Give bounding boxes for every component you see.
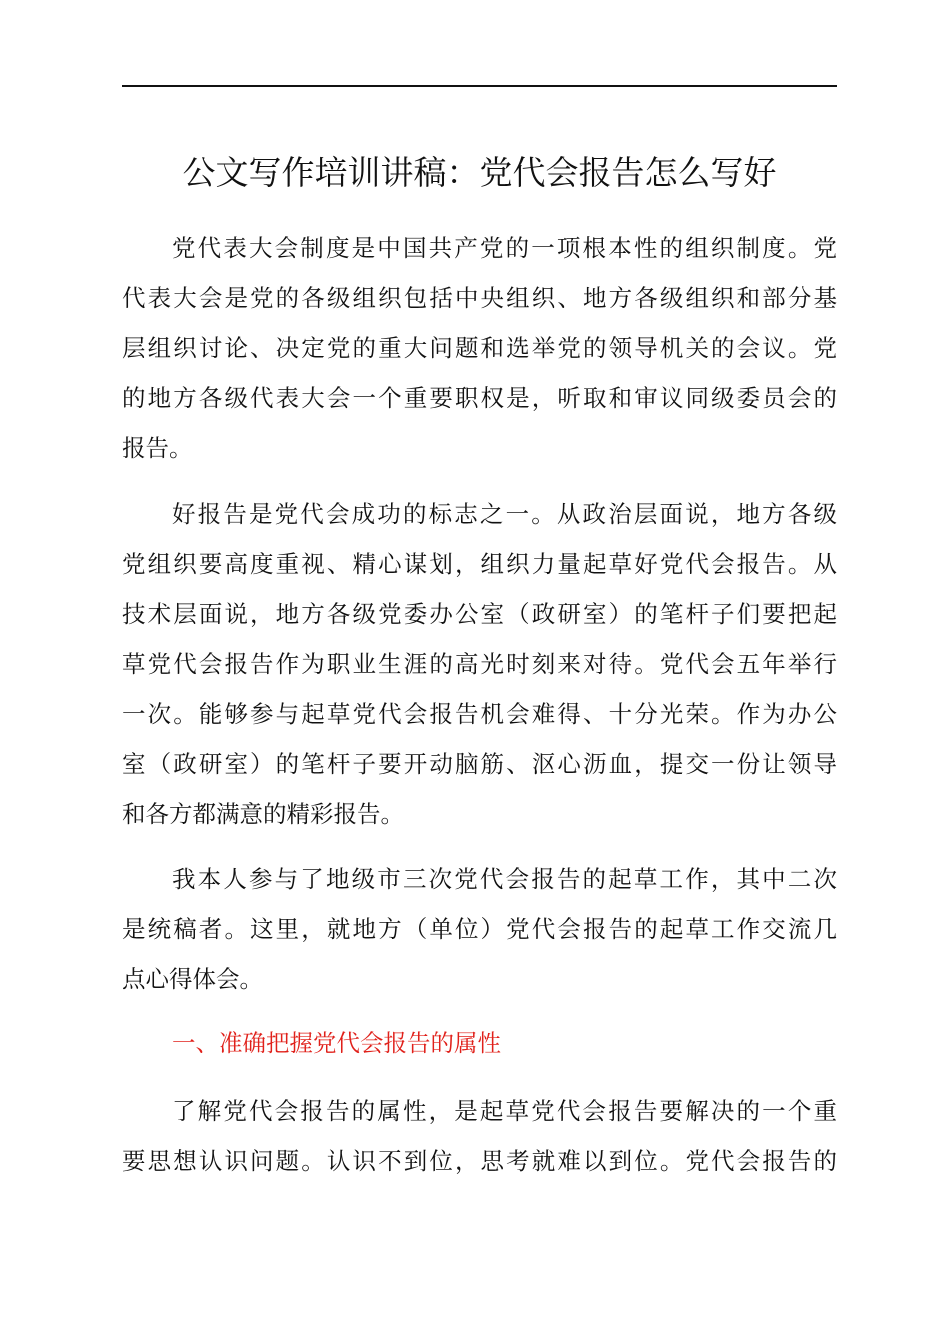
header-rule	[122, 85, 837, 87]
paragraph-2	[122, 489, 837, 839]
paragraph-line: 室（政研室）的笔杆子要开动脑筋、沤心沥血，提交一份让领导	[122, 750, 837, 778]
paragraph-line: 了解党代会报告的属性，是起草党代会报告要解决的一个重	[172, 1097, 837, 1125]
paragraph-line: 代表大会是党的各级组织包括中央组织、地方各级组织和部分基	[122, 284, 837, 312]
section-heading: 一、准确把握党代会报告的属性	[172, 1029, 501, 1057]
paragraph-1	[122, 223, 837, 473]
paragraph-line: 好报告是党代会成功的标志之一。从政治层面说，地方各级	[172, 500, 837, 528]
paragraph-line: 草党代会报告作为职业生涯的高光时刻来对待。党代会五年举行	[122, 650, 837, 678]
paragraph-line: 我本人参与了地级市三次党代会报告的起草工作，其中二次	[172, 865, 837, 893]
paragraph-4	[122, 1086, 837, 1186]
document-title: 公文写作培训讲稿：党代会报告怎么写好	[182, 153, 777, 192]
paragraph-line: 技术层面说，地方各级党委办公室（政研室）的笔杆子们要把起	[122, 600, 837, 628]
paragraph-line: 的地方各级代表大会一个重要职权是，听取和审议同级委员会的	[122, 384, 837, 412]
paragraph-line: 党代表大会制度是中国共产党的一项根本性的组织制度。党	[172, 234, 837, 262]
paragraph-line: 要思想认识问题。认识不到位，思考就难以到位。党代会报告的	[122, 1147, 837, 1175]
paragraph-line: 层组织讨论、决定党的重大问题和选举党的领导机关的会议。党	[122, 334, 837, 362]
paragraph-line: 一次。能够参与起草党代会报告机会难得、十分光荣。作为办公	[122, 700, 837, 728]
paragraph-line: 报告。	[122, 434, 193, 462]
paragraph-line: 党组织要高度重视、精心谋划，组织力量起草好党代会报告。从	[122, 550, 837, 578]
paragraph-line: 是统稿者。这里，就地方（单位）党代会报告的起草工作交流几	[122, 915, 837, 943]
paragraph-line: 和各方都满意的精彩报告。	[122, 800, 404, 828]
paragraph-line: 点心得体会。	[122, 965, 263, 993]
paragraph-3	[122, 854, 837, 1004]
